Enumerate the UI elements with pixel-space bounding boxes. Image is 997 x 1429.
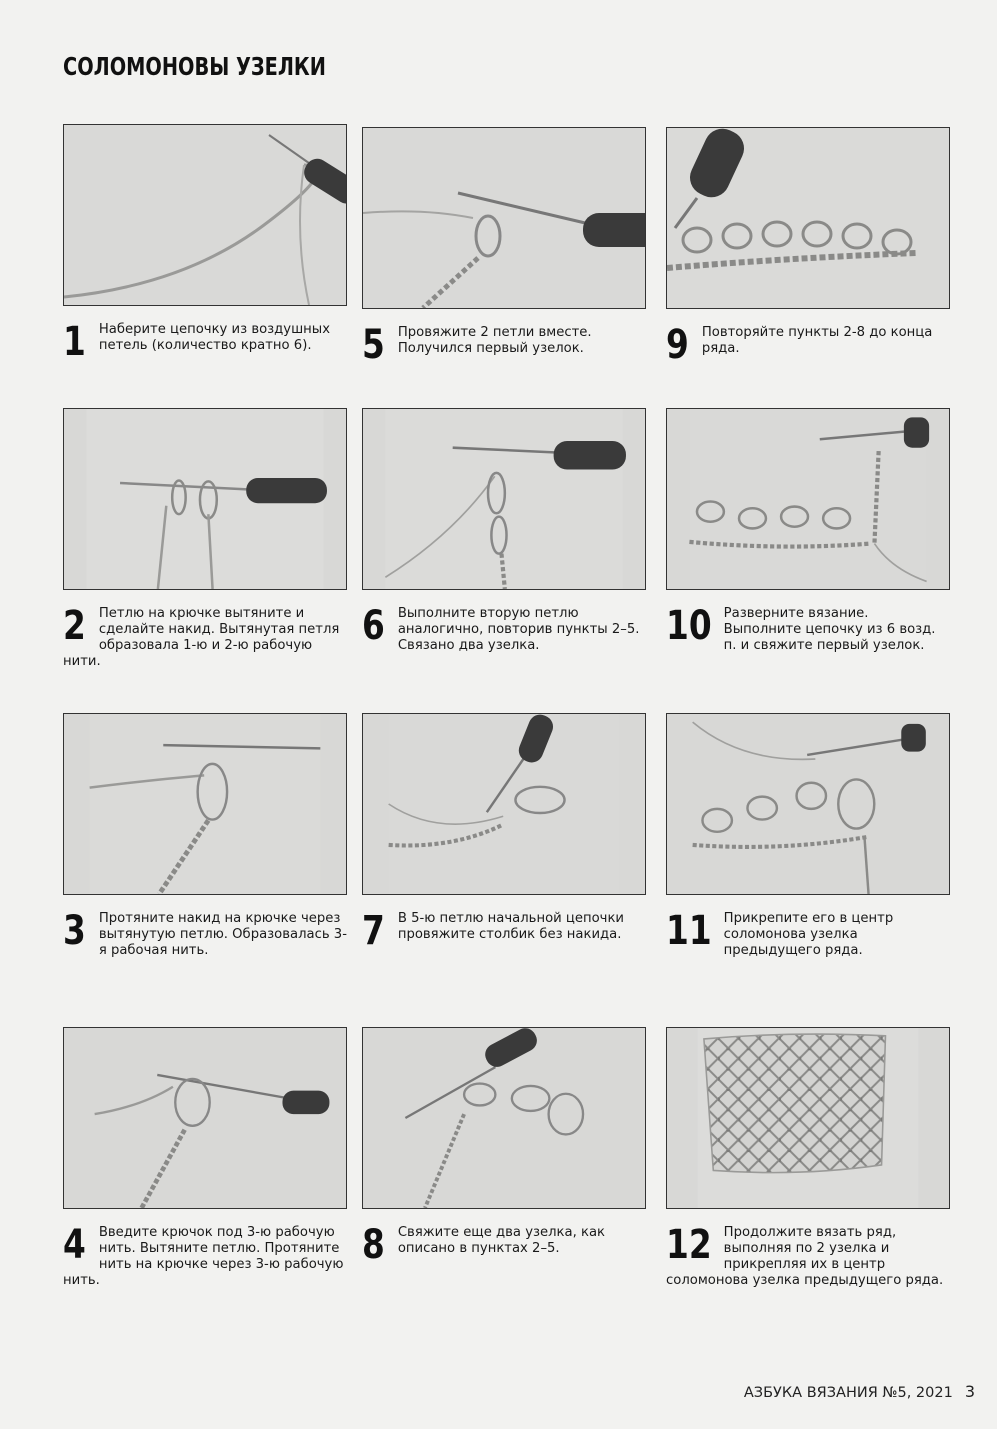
step-12-photo [666, 1027, 950, 1209]
step-12 [666, 1027, 950, 1289]
step-3-image [64, 714, 346, 894]
step-7 [362, 713, 646, 954]
step-9-text: Повторяйте пункты 2-8 до конца ряда. [701, 325, 933, 356]
step-3-number: 3 [63, 908, 86, 954]
step-12-image [667, 1028, 949, 1208]
step-12-caption [666, 1222, 950, 1289]
step-9-photo [666, 127, 950, 309]
step-5-photo [362, 127, 646, 309]
step-5-caption [362, 322, 646, 368]
step-4-photo [63, 1027, 347, 1209]
step-9-caption [666, 322, 950, 368]
step-5-image [363, 128, 645, 308]
step-7-number: 7 [362, 908, 385, 954]
step-3 [63, 713, 347, 959]
step-11 [666, 713, 950, 959]
step-4-text: Введите крючок под 3-ю рабочую нить. Вытяните петлю. Протяните нить на крючке через 3-ю рабочую нить. [63, 1225, 344, 1288]
step-9 [666, 127, 950, 368]
step-10-text: Разверните вязание. Выполните цепочку из 6 возд. п. и свяжите первый узелок. [723, 606, 936, 653]
step-7-text: В 5-ю петлю начальной цепочки провяжите столбик без накида. [397, 911, 625, 942]
step-6-number: 6 [362, 603, 385, 649]
step-1-photo [63, 124, 347, 306]
step-1-image [64, 125, 346, 305]
step-6-image [363, 409, 645, 589]
step-10 [666, 408, 950, 654]
step-3-text: Протяните накид на крючке через вытянутую петлю. Образовалась 3-я рабочая нить. [98, 911, 347, 958]
step-2-number: 2 [63, 603, 86, 649]
step-10-caption [666, 603, 950, 654]
magazine-name: АЗБУКА ВЯЗАНИЯ №5, 2021 [743, 1385, 953, 1401]
step-8-caption [362, 1222, 646, 1268]
step-1-number: 1 [63, 319, 86, 365]
step-2-image [64, 409, 346, 589]
step-8-photo [362, 1027, 646, 1209]
step-11-number: 11 [666, 908, 712, 954]
step-1 [63, 124, 347, 365]
step-3-caption [63, 908, 347, 959]
step-11-image [667, 714, 949, 894]
step-1-caption [63, 319, 347, 365]
step-11-text: Прикрепите его в центр соломонова узелка предыдущего ряда. [723, 911, 894, 958]
page-number: 3 [964, 1382, 975, 1401]
step-4-image [64, 1028, 346, 1208]
step-8-number: 8 [362, 1222, 385, 1268]
step-6 [362, 408, 646, 654]
step-8 [362, 1027, 646, 1268]
step-7-caption [362, 908, 646, 954]
step-7-image [363, 714, 645, 894]
step-10-image [667, 409, 949, 589]
step-2-text: Петлю на крючке вытяните и сделайте накид. Вытянутая петля образовала 1-ю и 2-ю рабочую нити. [63, 606, 340, 669]
step-4-caption [63, 1222, 347, 1289]
page-footer [744, 1382, 975, 1401]
step-5-number: 5 [362, 322, 385, 368]
step-2-photo [63, 408, 347, 590]
step-6-photo [362, 408, 646, 590]
step-12-text: Продолжите вязать ряд, выполняя по 2 узелка и прикрепляя их в центр соломонова узелка предыдущего ряда. [666, 1225, 944, 1288]
step-12-number: 12 [666, 1222, 712, 1268]
step-8-text: Свяжите еще два узелка, как описано в пунктах 2–5. [397, 1225, 605, 1256]
step-5 [362, 127, 646, 368]
step-3-photo [63, 713, 347, 895]
step-1-text: Наберите цепочку из воздушных петель (количество кратно 6). [98, 322, 331, 353]
step-10-photo [666, 408, 950, 590]
step-11-caption [666, 908, 950, 959]
step-8-image [363, 1028, 645, 1208]
step-2 [63, 408, 347, 670]
step-4-number: 4 [63, 1222, 86, 1268]
step-10-number: 10 [666, 603, 712, 649]
step-5-text: Провяжите 2 петли вместе. Получился первый узелок. [397, 325, 592, 356]
page-title: СОЛОМОНОВЫ УЗЕЛКИ [63, 52, 326, 81]
step-6-caption [362, 603, 646, 654]
step-7-photo [362, 713, 646, 895]
step-6-text: Выполните вторую петлю аналогично, повторив пункты 2–5. Связано два узелка. [397, 606, 640, 653]
step-9-image [667, 128, 949, 308]
step-4 [63, 1027, 347, 1289]
step-2-caption [63, 603, 347, 670]
step-11-photo [666, 713, 950, 895]
step-9-number: 9 [666, 322, 689, 368]
